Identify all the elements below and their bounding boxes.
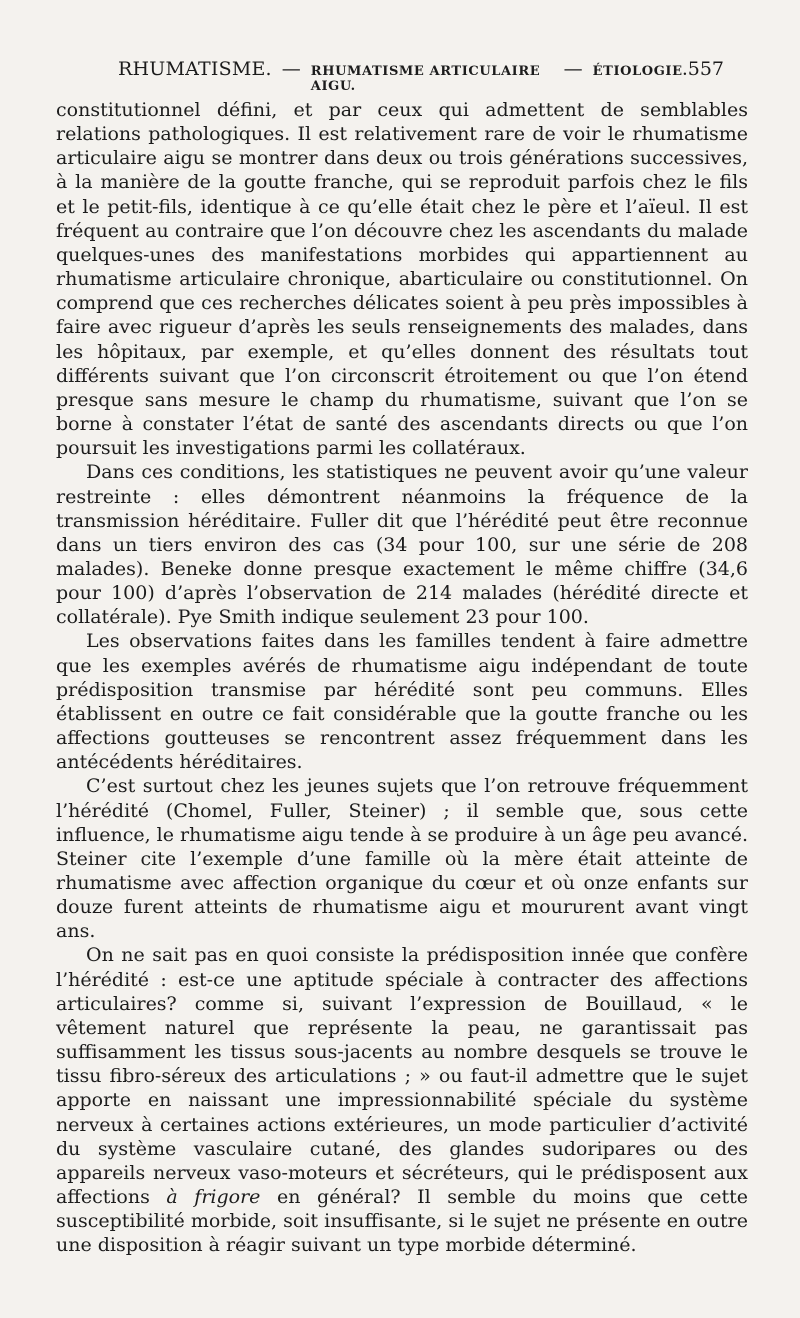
running-head-dash: — [563, 58, 583, 80]
page-number: 557 [687, 58, 724, 80]
running-head [56, 58, 748, 94]
paragraph-statistics: Dans ces conditions, les statistiques ne peuvent avoir qu’une valeur restreinte : elles démontrent néanmoins la fréquence de la transmission héréditaire. Fuller dit que l’hérédité peut être reconnue dans un tiers environ des cas (34 pour 100, sur une série de 208 malades). Beneke donne presque exactement le même chiffre (34,6 pour 100) d’après l’observation de 214 malades (hérédité directe et collatérale). Pye Smith indique seulement 23 pour 100. [56, 461, 748, 629]
paragraph-predisposition [56, 943, 748, 1257]
italic-term: à frigore [166, 1186, 261, 1209]
body-text [56, 98, 748, 1258]
paragraph-continuation: constitutionnel défini, et par ceux qui admettent de semblables relations pathologiques. Il est relativement rare de voir le rhumatisme articulaire aigu se montrer dans deux ou trois générations successives, à la manière de la goutte franche, qui se reproduit parfois chez le fils et le petit-fils, identique à ce qu’elle était chez le père et l’aïeul. Il est fréquent au contraire que l’on découvre chez les ascendants du malade quelques-unes des manifestations morbides qui appartiennent au rhumatisme articulaire chronique, abarticulaire ou constitutionnel. On comprend que ces recherches délicates soient à peu près impossibles à faire avec rigueur d’après les seuls renseignements des malades, dans les hôpitaux, par exemple, et qu’elles donnent des résultats tout différents suivant que l’on circonscrit étroitement ou que l’on étend presque sans mesure le champ du rhumatisme, suivant que l’on se borne à constater l’état de santé des ascendants directs ou que l’on poursuit les investigations parmi les collatéraux. [56, 99, 748, 460]
paragraph-young-subjects: C’est surtout chez les jeunes sujets que l’on retrouve fréquemment l’hérédité (Chomel, Fuller, Steiner) ; il semble que, sous cette influence, le rhumatisme aigu tende à se produire à un âge peu avancé. Steiner cite l’exemple d’une famille où la mère était atteinte de rhumatisme avec affection organique du cœur et où onze enfants sur douze furent atteints de rhumatisme aigu et moururent avant vingt ans. [56, 775, 748, 943]
paragraph-family-observations: Les observations faites dans les familles tendent à faire admettre que les exemples avérés de rhumatisme aigu indépendant de toute prédisposition transmise par hérédité sont peu communs. Elles établissent en outre ce fait considérable que la goutte franche ou les affections goutteuses se rencontrent assez fréquemment dans les antécédents héréditaires. [56, 630, 748, 774]
running-head-section: RHUMATISME. [118, 58, 272, 80]
running-head-dash: — [281, 58, 301, 80]
running-head-subsection: RHUMATISME ARTICULAIRE AIGU. [310, 64, 541, 94]
paragraph-text: On ne sait pas en quoi consiste la prédisposition innée que confère l’hérédité : est-ce une aptitude spéciale à contracter des affections articulaires? comme si, suivant l’expression de Bouillaud, « le vêtement naturel que représente la peau, ne garantissait pas suffisamment les tissus sous-jacents au nombre desquels se trouve le tissu fibro-séreux des articulations ; » ou faut-il admettre que le sujet apporte en naissant une impressionnabilité spéciale du système nerveux à certaines actions extérieures, un mode particulier d’activité du système vasculaire cutané, des glandes sudoripares ou des appareils nerveux vaso-moteurs et sécréteurs, qui le prédisposent aux affections [56, 944, 748, 1209]
running-head-topic: ÉTIOLOGIE. [592, 64, 688, 79]
paragraph-text: en général? Il semble du moins que cette susceptibilité morbide, soit insuffisante, si le sujet ne présente en outre une disposition à réagir suivant un type morbide déterminé. [56, 1186, 748, 1257]
